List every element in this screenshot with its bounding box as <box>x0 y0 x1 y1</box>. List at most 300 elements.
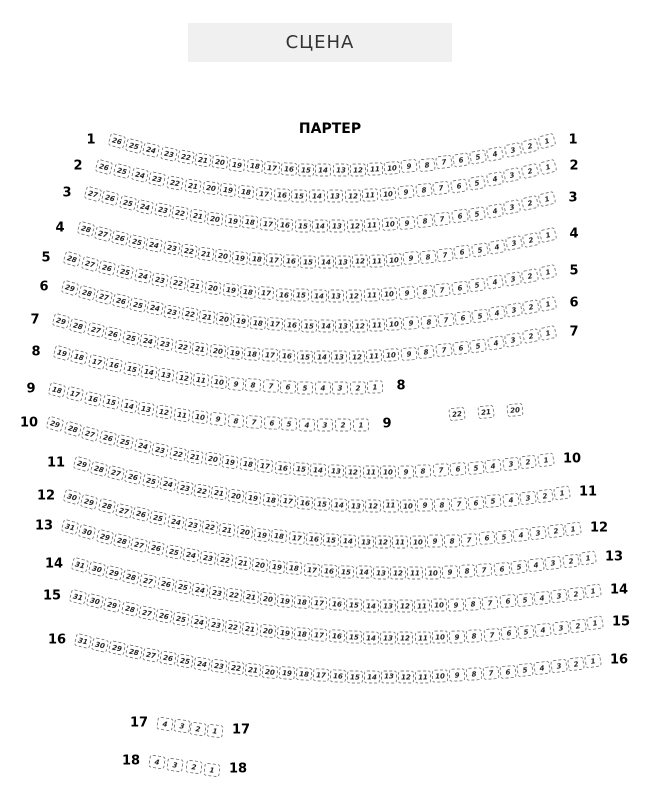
seat[interactable]: 16 <box>105 357 123 373</box>
seat[interactable]: 5 <box>516 663 533 678</box>
seat[interactable]: 1 <box>586 616 604 631</box>
seat[interactable]: 22 <box>225 587 243 602</box>
seat[interactable]: 23 <box>156 336 174 351</box>
seat[interactable]: 14 <box>314 350 330 363</box>
seat[interactable]: 26 <box>124 469 142 485</box>
seat[interactable]: 15 <box>293 289 309 303</box>
seat[interactable]: 23 <box>176 480 194 496</box>
seat[interactable]: 15 <box>300 255 316 268</box>
seat[interactable]: 22 <box>217 553 235 568</box>
seat[interactable]: 18 <box>242 215 259 229</box>
seat[interactable]: 21 <box>210 486 228 501</box>
seat[interactable]: 9 <box>401 159 418 173</box>
seat[interactable]: 14 <box>318 255 334 268</box>
seat[interactable]: 26 <box>108 133 127 150</box>
seat[interactable]: 25 <box>112 163 131 179</box>
seat[interactable]: 4 <box>502 492 519 507</box>
seat[interactable]: 5 <box>470 338 488 353</box>
seat[interactable]: 2 <box>521 163 540 179</box>
seat[interactable]: 18 <box>246 159 263 173</box>
seat[interactable]: 4 <box>513 528 530 543</box>
seat[interactable]: 20 <box>251 558 268 573</box>
seat[interactable]: 26 <box>147 540 165 556</box>
seat[interactable]: 16 <box>273 188 290 202</box>
seat[interactable]: 29 <box>108 640 126 656</box>
seat[interactable]: 2 <box>520 138 539 154</box>
seat[interactable]: 2 <box>562 553 580 568</box>
seat[interactable]: 20 <box>214 248 231 263</box>
seat[interactable]: 26 <box>159 650 177 666</box>
seat[interactable]: 27 <box>87 322 106 338</box>
seat[interactable]: 24 <box>146 301 164 317</box>
seat[interactable]: 24 <box>133 438 151 454</box>
seat[interactable]: 4 <box>488 306 506 321</box>
seat[interactable]: 15 <box>345 630 361 644</box>
seat[interactable]: 3 <box>550 659 568 674</box>
seat[interactable]: 20 <box>259 624 276 639</box>
seat[interactable]: 4 <box>485 459 502 474</box>
seat[interactable]: 8 <box>416 285 433 299</box>
seat[interactable]: 24 <box>133 268 151 284</box>
seat[interactable]: 23 <box>151 272 169 288</box>
seat[interactable]: 11 <box>366 349 383 363</box>
seat[interactable]: 16 <box>274 461 291 475</box>
seat[interactable]: 28 <box>69 318 88 335</box>
seat[interactable]: 12 <box>365 499 381 512</box>
seat[interactable]: 6 <box>500 626 517 640</box>
seat[interactable]: 1 <box>206 723 223 738</box>
seat[interactable]: 3 <box>503 167 521 183</box>
seat[interactable]: 15 <box>323 533 340 547</box>
seat[interactable]: 30 <box>78 524 97 541</box>
seat[interactable]: 7 <box>432 463 449 477</box>
seat[interactable]: 14 <box>355 566 371 579</box>
seat[interactable]: 23 <box>148 171 166 187</box>
seat[interactable]: 3 <box>552 621 570 636</box>
seat[interactable]: 5 <box>516 593 533 608</box>
seat[interactable]: 19 <box>277 594 294 608</box>
seat[interactable]: 12 <box>345 465 361 478</box>
seat[interactable]: 23 <box>154 202 172 218</box>
seat[interactable]: 11 <box>367 162 384 176</box>
seat[interactable]: 5 <box>297 381 313 394</box>
seat[interactable]: 4 <box>315 381 331 394</box>
seat[interactable]: 7 <box>483 666 500 680</box>
seat[interactable]: 9 <box>417 499 433 512</box>
seat[interactable]: 22 <box>180 244 198 259</box>
seat[interactable]: 21 <box>184 178 202 193</box>
seat[interactable]: 5 <box>281 417 297 431</box>
seat[interactable]: 9 <box>427 535 443 549</box>
seat[interactable]: 3 <box>332 381 348 394</box>
seat[interactable]: 5 <box>469 278 487 293</box>
seat[interactable]: 16 <box>328 597 345 611</box>
seat[interactable]: 28 <box>122 569 140 585</box>
seat[interactable]: 30 <box>88 561 107 577</box>
seat[interactable]: 26 <box>101 190 120 207</box>
seat[interactable]: 4 <box>299 418 315 431</box>
seat[interactable]: 27 <box>115 502 134 518</box>
seat[interactable]: 4 <box>533 591 550 606</box>
seat[interactable]: 14 <box>331 498 348 512</box>
seat[interactable]: 9 <box>449 668 466 682</box>
seat[interactable]: 24 <box>191 582 209 597</box>
seat[interactable]: 28 <box>63 420 82 437</box>
seat[interactable]: 6 <box>468 496 485 510</box>
seat[interactable]: 6 <box>451 209 469 224</box>
seat[interactable]: 27 <box>107 465 126 481</box>
seat[interactable]: 28 <box>63 250 82 267</box>
seat[interactable]: 7 <box>245 415 262 429</box>
seat[interactable]: 23 <box>210 658 228 673</box>
seat[interactable]: 15 <box>345 598 361 612</box>
seat[interactable]: 25 <box>141 473 159 489</box>
seat[interactable]: 25 <box>128 234 146 250</box>
seat[interactable]: 25 <box>121 330 139 346</box>
seat[interactable]: 9 <box>449 630 466 644</box>
seat[interactable]: 27 <box>139 573 157 589</box>
seat[interactable]: 13 <box>329 219 345 232</box>
seat[interactable]: 26 <box>98 430 117 447</box>
seat[interactable]: 17 <box>311 628 328 642</box>
seat[interactable]: 15 <box>347 670 363 683</box>
seat[interactable]: 10 <box>400 499 416 512</box>
seat[interactable]: 16 <box>305 532 322 546</box>
seat[interactable]: 1 <box>539 158 558 175</box>
seat[interactable]: 6 <box>280 380 297 394</box>
seat[interactable]: 7 <box>461 533 478 547</box>
seat[interactable]: 18 <box>296 667 313 681</box>
seat[interactable]: 15 <box>314 497 331 511</box>
seat[interactable]: 19 <box>222 454 240 469</box>
seat[interactable]: 19 <box>279 666 296 680</box>
seat[interactable]: 1 <box>539 296 557 312</box>
seat[interactable]: 3 <box>519 490 536 505</box>
seat[interactable]: 11 <box>392 535 408 548</box>
seat[interactable]: 3 <box>504 271 522 287</box>
seat[interactable]: 21 <box>186 449 204 464</box>
seat[interactable]: 14 <box>340 534 357 548</box>
seat[interactable]: 22 <box>171 205 189 221</box>
seat[interactable]: 14 <box>119 398 137 414</box>
seat[interactable]: 2 <box>521 268 539 284</box>
seat[interactable]: 11 <box>369 254 386 268</box>
seat[interactable]: 25 <box>176 653 194 668</box>
seat[interactable]: 27 <box>95 289 114 305</box>
seat[interactable]: 1 <box>539 264 558 280</box>
seat[interactable]: 19 <box>224 213 241 228</box>
seat[interactable]: 12 <box>398 670 414 683</box>
seat[interactable]: 8 <box>415 183 432 198</box>
seat[interactable]: 7 <box>483 628 500 642</box>
seat[interactable]: 3 <box>504 332 522 348</box>
seat[interactable]: 24 <box>182 547 200 563</box>
seat[interactable]: 16 <box>321 564 338 578</box>
seat[interactable]: 16 <box>279 349 296 363</box>
seat[interactable]: 6 <box>450 462 467 476</box>
seat[interactable]: 20 <box>215 312 232 327</box>
seat[interactable]: 19 <box>276 626 293 640</box>
seat[interactable]: 19 <box>229 157 246 172</box>
seat[interactable]: 13 <box>331 350 347 363</box>
seat[interactable]: 14 <box>318 319 334 332</box>
seat[interactable]: 1 <box>537 452 555 467</box>
seat[interactable]: 19 <box>226 346 243 360</box>
seat[interactable]: 11 <box>414 599 430 612</box>
seat[interactable]: 22 <box>174 339 192 354</box>
seat[interactable]: 29 <box>73 456 92 473</box>
seat[interactable]: 22 <box>193 483 211 498</box>
seat[interactable]: 18 <box>294 595 311 609</box>
seat[interactable]: 10 <box>191 410 208 425</box>
seat[interactable]: 5 <box>510 560 527 574</box>
seat[interactable]: 11 <box>369 318 385 332</box>
seat[interactable]: 15 <box>101 394 119 410</box>
seat[interactable]: 23 <box>159 146 177 162</box>
seat[interactable]: 23 <box>208 585 226 600</box>
seat[interactable]: 26 <box>156 576 174 592</box>
seat[interactable]: 30 <box>91 637 109 653</box>
seat[interactable]: 8 <box>466 667 483 681</box>
seat[interactable]: 24 <box>159 476 177 492</box>
seat[interactable]: 21 <box>477 405 494 420</box>
seat[interactable]: 8 <box>444 534 461 548</box>
seat[interactable]: 13 <box>380 631 396 644</box>
seat[interactable]: 3 <box>545 556 563 571</box>
seat[interactable]: 4 <box>533 661 550 676</box>
seat[interactable]: 6 <box>450 178 468 193</box>
seat[interactable]: 13 <box>335 319 351 332</box>
seat[interactable]: 18 <box>70 349 89 365</box>
seat[interactable]: 24 <box>136 199 154 215</box>
seat[interactable]: 24 <box>193 656 211 671</box>
seat[interactable]: 13 <box>335 255 351 268</box>
seat[interactable]: 24 <box>142 142 160 158</box>
seat[interactable]: 7 <box>476 563 493 577</box>
seat[interactable]: 30 <box>63 489 82 506</box>
seat[interactable]: 14 <box>364 670 380 683</box>
seat[interactable]: 29 <box>61 280 80 297</box>
seat[interactable]: 25 <box>174 579 192 595</box>
seat[interactable]: 22 <box>169 446 187 462</box>
seat[interactable]: 21 <box>219 523 237 538</box>
seat[interactable]: 1 <box>564 521 582 536</box>
seat[interactable]: 29 <box>105 565 124 581</box>
seat[interactable]: 18 <box>238 185 255 199</box>
seat[interactable]: 13 <box>137 402 155 418</box>
seat[interactable]: 13 <box>327 464 344 478</box>
seat[interactable]: 1 <box>579 551 597 566</box>
seat[interactable]: 10 <box>381 287 398 301</box>
seat[interactable]: 13 <box>333 163 349 176</box>
seat[interactable]: 28 <box>77 221 96 238</box>
seat[interactable]: 17 <box>261 348 278 362</box>
seat[interactable]: 3 <box>503 199 521 215</box>
seat[interactable]: 19 <box>269 559 286 574</box>
seat[interactable]: 9 <box>403 316 420 330</box>
seat[interactable]: 27 <box>81 425 100 442</box>
seat[interactable]: 12 <box>347 219 363 232</box>
seat[interactable]: 16 <box>328 630 345 644</box>
seat[interactable]: 25 <box>119 194 138 210</box>
seat[interactable]: 18 <box>240 285 257 299</box>
seat[interactable]: 4 <box>487 335 505 350</box>
seat[interactable]: 2 <box>349 381 365 394</box>
seat[interactable]: 27 <box>130 537 148 553</box>
seat[interactable]: 2 <box>567 586 585 601</box>
seat[interactable]: 12 <box>155 405 173 420</box>
seat[interactable]: 21 <box>198 309 216 324</box>
seat[interactable]: 20 <box>259 592 276 607</box>
seat[interactable]: 1 <box>538 133 557 150</box>
seat[interactable]: 3 <box>502 457 519 472</box>
seat[interactable]: 20 <box>236 525 254 540</box>
seat[interactable]: 13 <box>157 367 175 382</box>
seat[interactable]: 17 <box>259 217 276 231</box>
seat[interactable]: 12 <box>397 599 413 612</box>
seat[interactable]: 24 <box>167 514 185 530</box>
seat[interactable]: 8 <box>418 157 435 172</box>
seat[interactable]: 8 <box>418 345 435 359</box>
seat[interactable]: 1 <box>584 654 602 669</box>
seat[interactable]: 25 <box>165 544 183 560</box>
seat[interactable]: 26 <box>104 326 122 342</box>
seat[interactable]: 14 <box>312 219 328 232</box>
seat[interactable]: 7 <box>433 211 451 226</box>
seat[interactable]: 10 <box>409 535 425 548</box>
seat[interactable]: 1 <box>553 485 571 500</box>
seat[interactable]: 22 <box>181 307 199 322</box>
seat[interactable]: 19 <box>253 527 270 542</box>
seat[interactable]: 19 <box>245 490 262 505</box>
seat[interactable]: 8 <box>420 315 437 329</box>
seat[interactable]: 23 <box>199 550 217 565</box>
seat[interactable]: 6 <box>493 562 510 576</box>
seat[interactable]: 17 <box>311 596 328 610</box>
seat[interactable]: 18 <box>271 529 288 543</box>
seat[interactable]: 13 <box>328 289 344 302</box>
seat[interactable]: 18 <box>286 561 303 575</box>
seat[interactable]: 14 <box>363 631 379 644</box>
seat[interactable]: 3 <box>505 235 523 251</box>
seat[interactable]: 26 <box>112 293 130 309</box>
seat[interactable]: 31 <box>69 589 88 606</box>
seat[interactable]: 16 <box>277 218 294 232</box>
seat[interactable]: 3 <box>505 303 523 319</box>
seat[interactable]: 14 <box>363 599 379 612</box>
seat[interactable]: 25 <box>129 297 147 313</box>
seat[interactable]: 22 <box>177 149 195 165</box>
seat[interactable]: 18 <box>48 382 67 399</box>
seat[interactable]: 11 <box>363 465 379 478</box>
seat[interactable]: 11 <box>415 631 431 644</box>
seat[interactable]: 2 <box>520 455 538 470</box>
seat[interactable]: 17 <box>257 459 274 474</box>
seat[interactable]: 23 <box>163 304 181 320</box>
seat[interactable]: 26 <box>111 230 130 246</box>
seat[interactable]: 2 <box>520 195 539 211</box>
seat[interactable]: 17 <box>88 353 106 369</box>
seat[interactable]: 7 <box>437 247 455 262</box>
seat[interactable]: 21 <box>242 590 259 605</box>
seat[interactable]: 4 <box>486 203 504 219</box>
seat[interactable]: 13 <box>327 189 343 202</box>
seat[interactable]: 31 <box>71 556 90 573</box>
seat[interactable]: 22 <box>224 620 242 635</box>
seat[interactable]: 12 <box>344 189 360 202</box>
seat[interactable]: 29 <box>95 528 114 545</box>
seat[interactable]: 8 <box>227 414 244 428</box>
seat[interactable]: 23 <box>163 241 181 257</box>
seat[interactable]: 18 <box>249 315 266 329</box>
seat[interactable]: 26 <box>155 608 173 624</box>
seat[interactable]: 22 <box>227 661 244 676</box>
seat[interactable]: 15 <box>291 189 307 202</box>
seat[interactable]: 9 <box>399 215 416 229</box>
seat[interactable]: 5 <box>469 149 487 165</box>
seat[interactable]: 11 <box>383 499 399 512</box>
seat[interactable]: 29 <box>103 597 121 613</box>
seat[interactable]: 12 <box>346 289 362 302</box>
seat[interactable]: 13 <box>373 566 389 579</box>
seat[interactable]: 19 <box>53 345 72 362</box>
seat[interactable]: 5 <box>485 494 502 508</box>
seat[interactable]: 15 <box>294 219 310 232</box>
seat[interactable]: 19 <box>232 314 249 329</box>
seat[interactable]: 28 <box>113 533 132 549</box>
seat[interactable]: 8 <box>415 464 431 478</box>
seat[interactable]: 17 <box>257 286 274 300</box>
seat[interactable]: 6 <box>454 311 472 326</box>
seat[interactable]: 18 <box>262 493 279 508</box>
seat[interactable]: 28 <box>121 601 139 617</box>
seat[interactable]: 8 <box>466 629 483 643</box>
seat[interactable]: 25 <box>149 510 167 526</box>
seat[interactable]: 30 <box>86 593 105 609</box>
seat[interactable]: 2 <box>335 418 351 431</box>
seat[interactable]: 17 <box>263 161 280 175</box>
seat[interactable]: 10 <box>386 318 403 332</box>
seat[interactable]: 6 <box>452 341 470 356</box>
seat[interactable]: 27 <box>142 647 160 663</box>
seat[interactable]: 8 <box>459 564 476 578</box>
seat[interactable]: 8 <box>465 597 482 611</box>
seat[interactable]: 25 <box>116 264 134 280</box>
seat[interactable]: 2 <box>522 299 540 315</box>
seat[interactable]: 19 <box>231 250 248 264</box>
seat[interactable]: 2 <box>569 618 587 633</box>
seat[interactable]: 10 <box>386 253 403 267</box>
seat[interactable]: 21 <box>191 342 209 357</box>
seat[interactable]: 4 <box>535 623 552 638</box>
seat[interactable]: 29 <box>45 415 64 432</box>
seat[interactable]: 15 <box>296 350 312 363</box>
seat[interactable]: 2 <box>521 328 539 344</box>
seat[interactable]: 1 <box>367 380 384 394</box>
seat[interactable]: 28 <box>90 460 109 477</box>
seat[interactable]: 12 <box>397 631 413 644</box>
seat[interactable]: 2 <box>190 721 208 736</box>
seat[interactable]: 13 <box>348 499 364 512</box>
seat[interactable]: 17 <box>303 563 320 577</box>
seat[interactable]: 23 <box>207 617 225 632</box>
seat[interactable]: 13 <box>358 535 374 548</box>
seat[interactable]: 10 <box>432 669 448 683</box>
seat[interactable]: 22 <box>169 275 187 290</box>
seat[interactable]: 3 <box>503 142 521 158</box>
seat[interactable]: 19 <box>220 183 237 198</box>
seat[interactable]: 5 <box>517 625 534 639</box>
